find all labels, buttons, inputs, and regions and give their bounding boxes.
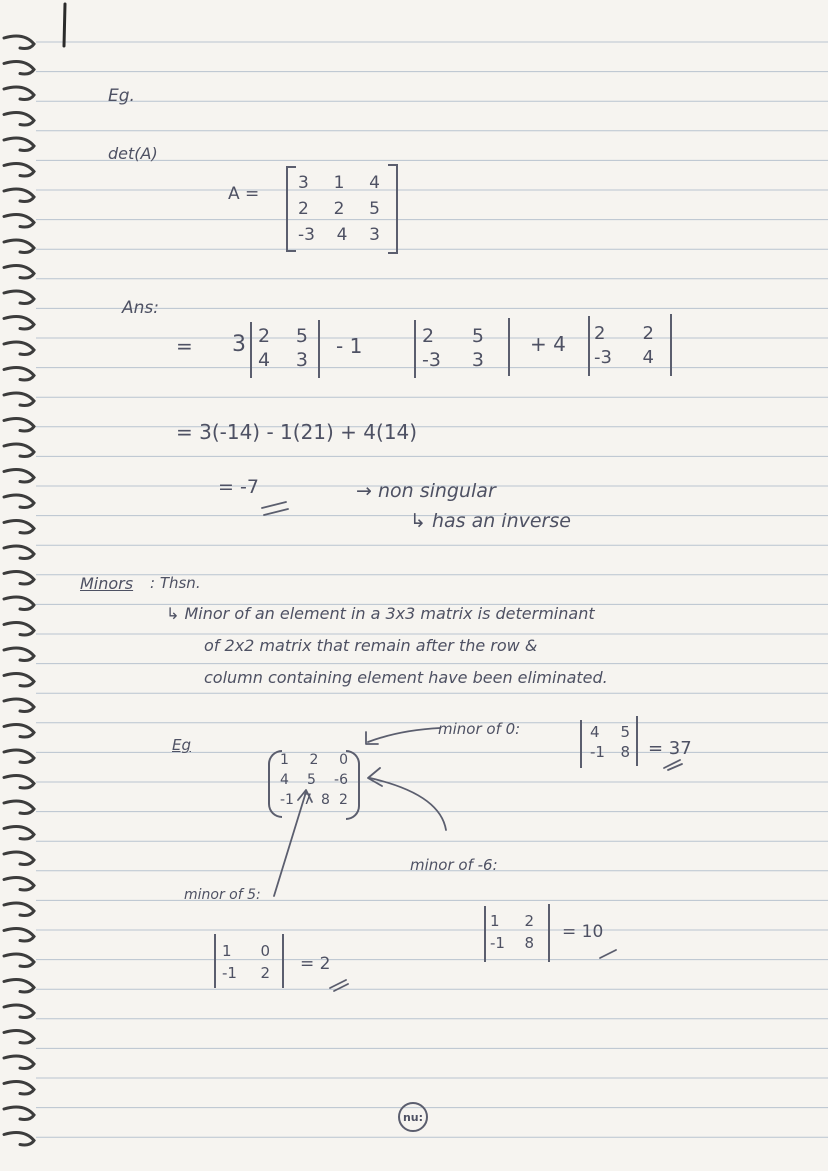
spiral-ring — [4, 87, 34, 100]
note-has-inverse: ↳ has an inverse — [410, 510, 571, 532]
det1-right-bar — [318, 320, 320, 378]
det-2-cell: 2 — [422, 325, 435, 347]
minor-of-neg6-label: minor of -6: — [410, 856, 498, 874]
det-3-cell: 4 — [642, 347, 654, 368]
spiral-ring — [4, 215, 34, 228]
det-1-row — [258, 348, 308, 372]
example-label: Eg. — [108, 86, 135, 106]
matrix-a-cell: 4 — [369, 173, 380, 193]
spiral-ring — [4, 393, 34, 406]
minor-of-0-result: = 37 — [648, 738, 692, 759]
matrix-a-left-bracket — [286, 166, 296, 252]
result-line: = -7 — [218, 476, 259, 498]
note-non-singular: → non singular — [356, 480, 496, 502]
spiral-ring — [4, 852, 34, 865]
spiral-binding — [0, 30, 50, 1150]
coef-1: 3 — [232, 332, 246, 357]
spiral-ring — [4, 929, 34, 942]
det-2-cell: 5 — [471, 325, 484, 347]
minor-of-5-row — [222, 962, 270, 984]
spiral-ring — [4, 674, 34, 687]
minor-of-0-cell: 5 — [620, 723, 630, 741]
matrix-a-cell: 5 — [369, 199, 380, 219]
expansion-equals: = — [176, 334, 193, 358]
spiral-ring — [4, 291, 34, 304]
det1-left-bar — [250, 322, 252, 378]
det3-right-bar — [670, 314, 672, 376]
definition-line-3: column containing element have been eliminated. — [204, 668, 608, 687]
minor5-left-bar — [214, 934, 216, 988]
arrow-to-zero — [368, 728, 440, 742]
minor-of-0-cell: -1 — [590, 743, 605, 761]
arrow-head-neg6 — [368, 768, 382, 786]
minor-of-neg6-row — [490, 910, 534, 932]
det-3 — [594, 322, 654, 370]
spiral-ring — [4, 1107, 34, 1120]
det-2-cell: -3 — [422, 349, 441, 371]
definition-line-2: of 2x2 matrix that remain after the row & — [204, 636, 538, 655]
minor-of-neg6-cell: 2 — [524, 912, 534, 930]
minor-of-0-cell: 8 — [620, 743, 630, 761]
det-2-cell: 3 — [471, 349, 484, 371]
det-1-cell: 3 — [295, 349, 308, 371]
spiral-ring — [4, 1133, 34, 1146]
matrix-a — [298, 170, 380, 248]
minor-of-neg6-cell: -1 — [490, 934, 505, 952]
minors-matrix-cell: -6 — [334, 772, 348, 788]
det3-left-bar — [588, 316, 590, 376]
matrix-a-cell: 2 — [333, 199, 345, 219]
spiral-ring — [4, 36, 34, 49]
minors-matrix-cell: 2 — [309, 752, 319, 768]
spiral-ring — [4, 801, 34, 814]
spiral-ring — [4, 954, 34, 967]
matrix-a-cell: -3 — [298, 225, 315, 245]
spiral-ring — [4, 495, 34, 508]
spiral-ring — [4, 368, 34, 381]
result-double-underline — [258, 500, 292, 518]
minors-matrix-cell: 5 — [307, 772, 316, 788]
det-3-row — [594, 346, 654, 370]
minor-of-0-row — [590, 722, 630, 742]
spiral-ring — [4, 189, 34, 202]
spiral-ring — [4, 750, 34, 763]
minor-of-neg6-cell: 1 — [490, 912, 500, 930]
minors-matrix-cell: 2 — [339, 792, 348, 808]
spiral-ring — [4, 1082, 34, 1095]
minor-of-5-cell: -1 — [222, 964, 237, 982]
minor-of-5-cell: 0 — [260, 942, 270, 960]
answer-label: Ans: — [122, 298, 159, 318]
spiral-ring — [4, 623, 34, 636]
minor-of-5-det — [222, 940, 270, 984]
notebook-logo: nu: — [398, 1102, 428, 1132]
minor5-tick — [326, 978, 352, 992]
evaluation-line: = 3(-14) - 1(21) + 4(14) — [176, 420, 418, 444]
minor-of-0-det — [590, 722, 630, 762]
minors-matrix-cell: -1 — [280, 792, 294, 808]
minors-matrix-cell: 7 — [303, 792, 312, 808]
matrix-a-name: A = — [228, 184, 260, 204]
spiral-ring — [4, 419, 34, 432]
det-1-cell: 5 — [295, 325, 308, 347]
minor6-left-bar — [484, 906, 486, 962]
matrix-a-cell: 3 — [298, 173, 309, 193]
minors-matrix-cell: 1 — [280, 752, 289, 768]
spiral-ring — [4, 725, 34, 738]
spiral-ring — [4, 699, 34, 712]
spiral-ring — [4, 1056, 34, 1069]
minors-matrix-cell: 4 — [280, 772, 289, 788]
spiral-ring — [4, 266, 34, 279]
det-1-row — [258, 324, 308, 348]
spiral-ring — [4, 648, 34, 661]
matrix-a-cell: 3 — [369, 225, 380, 245]
minor-of-0-row — [590, 742, 630, 762]
spiral-ring — [4, 1005, 34, 1018]
matrix-a-cell: 2 — [298, 199, 309, 219]
det2-left-bar — [414, 320, 416, 378]
det-label: det(A) — [108, 144, 158, 163]
spiral-ring — [4, 62, 34, 75]
spiral-ring — [4, 113, 34, 126]
spiral-ring — [4, 164, 34, 177]
op-2: - 1 — [336, 334, 363, 358]
minor-of-neg6-cell: 8 — [524, 934, 534, 952]
minor-of-5-row — [222, 940, 270, 962]
spiral-ring — [4, 827, 34, 840]
minor-of-neg6-row — [490, 932, 534, 954]
minor-of-neg6-det — [490, 910, 534, 954]
pen-mark — [58, 2, 72, 50]
spiral-ring — [4, 878, 34, 891]
det-3-cell: 2 — [594, 323, 606, 344]
det-3-cell: -3 — [594, 347, 612, 368]
matrix-a-row-2 — [298, 196, 380, 222]
matrix-a-row-3 — [298, 222, 380, 248]
minor0-tick — [660, 758, 686, 772]
spiral-ring — [4, 470, 34, 483]
minor-of-0-label: minor of 0: — [438, 720, 521, 738]
minor5-right-bar — [282, 934, 284, 988]
minor-of-neg6-result: = 10 — [562, 922, 604, 942]
minor-of-5-label: minor of 5: — [184, 887, 261, 903]
matrix-a-cell: 1 — [333, 173, 345, 193]
spiral-ring — [4, 1031, 34, 1044]
spiral-ring — [4, 240, 34, 253]
spiral-ring — [4, 444, 34, 457]
minor-of-0-cell: 4 — [590, 723, 600, 741]
spiral-ring — [4, 521, 34, 534]
minor-of-5-cell: 2 — [260, 964, 270, 982]
det-3-row — [594, 322, 654, 346]
det2-right-bar — [508, 318, 510, 376]
det-2-row — [422, 324, 484, 348]
det-3-cell: 2 — [642, 323, 654, 344]
matrix-a-right-bracket — [388, 164, 398, 254]
matrix-a-row-1 — [298, 170, 380, 196]
definition-line-1: ↳ Minor of an element in a 3x3 matrix is determinant — [166, 604, 595, 623]
minors-matrix-cell: 0 — [339, 752, 348, 768]
det-2-row — [422, 348, 484, 372]
minor-arrows — [240, 720, 480, 910]
spiral-ring — [4, 546, 34, 559]
op-3: + 4 — [530, 332, 566, 356]
minor6-tick — [596, 948, 622, 962]
minors-heading-suffix: : Thsn. — [150, 574, 201, 592]
spiral-ring — [4, 342, 34, 355]
spiral-ring — [4, 980, 34, 993]
minors-eg-label: Eg — [172, 736, 191, 754]
spiral-ring — [4, 572, 34, 585]
minor0-left-bar — [580, 720, 582, 768]
spiral-ring — [4, 903, 34, 916]
minors-heading: Minors — [80, 574, 134, 593]
spiral-ring — [4, 317, 34, 330]
minor6-right-bar — [548, 904, 550, 962]
det-2 — [422, 324, 484, 372]
det-1-cell: 2 — [258, 325, 271, 347]
spiral-ring — [4, 138, 34, 151]
matrix-a-cell: 4 — [336, 225, 348, 245]
minors-matrix-cell: 8 — [321, 792, 330, 808]
det-1-cell: 4 — [258, 349, 271, 371]
minor-of-5-cell: 1 — [222, 942, 232, 960]
det-1 — [258, 324, 308, 372]
spiral-ring — [4, 597, 34, 610]
spiral-ring — [4, 776, 34, 789]
minor-of-5-result: = 2 — [300, 954, 331, 974]
minor0-right-bar — [636, 716, 638, 766]
arrow-to-five — [274, 792, 306, 896]
